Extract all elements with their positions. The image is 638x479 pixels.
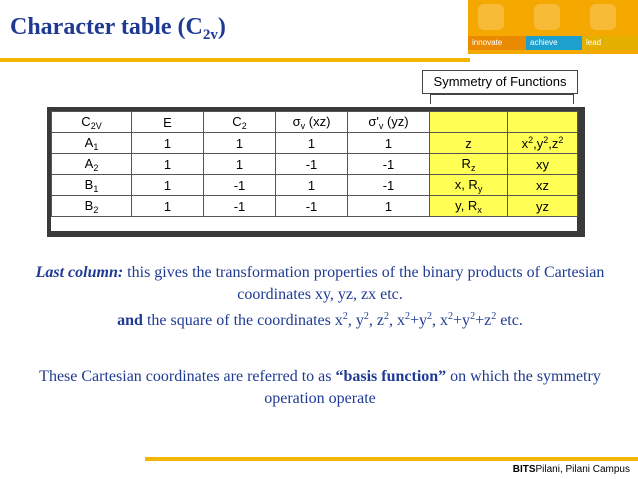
linear-function-cell: z <box>430 133 508 154</box>
banner-lead: lead <box>582 36 638 50</box>
character-cell: 1 <box>276 175 348 196</box>
character-cell: 1 <box>132 133 204 154</box>
puzzle-shape <box>478 4 504 30</box>
header-c2: $C_2$ <box>204 112 276 133</box>
linear-function-cell: x, $R_y$ <box>430 175 508 196</box>
table-header-row <box>52 112 578 133</box>
header-e: E <box>132 112 204 133</box>
banner-innovate: innovate <box>468 36 526 50</box>
title-subscript: 2v <box>202 27 218 43</box>
quadratic-function-cell: $x^2,y^2,z^2$ <box>508 133 578 154</box>
last-column-lead: Last column: <box>35 264 124 281</box>
irrep-cell: $A_2$ <box>52 154 132 175</box>
character-cell: 1 <box>132 154 204 175</box>
symmetry-of-functions-label: Symmetry of Functions <box>422 70 578 94</box>
footer-campus: BITSPilani, Pilani Campus <box>512 464 630 475</box>
irrep-cell: $B_1$ <box>52 175 132 196</box>
table-row <box>52 196 578 217</box>
header-sigma-v-xz: $\sigma_v$ (xz) <box>276 112 348 133</box>
title-underline <box>0 58 470 62</box>
character-cell: -1 <box>348 175 430 196</box>
and-word: and <box>117 312 143 329</box>
last-column-text: this gives the transformation properties of the binary products of Cartesian coordinates xy, yz, zx etc. <box>123 264 605 303</box>
character-cell: -1 <box>276 196 348 217</box>
character-cell: 1 <box>204 154 276 175</box>
symmetry-bracket <box>430 94 574 104</box>
header-point-group: $C_{2V}$ <box>52 112 132 133</box>
table-row <box>52 133 578 154</box>
character-cell: -1 <box>276 154 348 175</box>
title-prefix: Character table (C <box>10 14 203 40</box>
character-cell: 1 <box>132 196 204 217</box>
table-row <box>52 175 578 196</box>
puzzle-shape <box>534 4 560 30</box>
character-cell: -1 <box>204 196 276 217</box>
irrep-cell: $B_2$ <box>52 196 132 217</box>
title-suffix: ) <box>217 14 226 40</box>
banner-achieve: achieve <box>526 36 582 50</box>
header-linear <box>430 112 508 133</box>
table-row <box>52 154 578 175</box>
quadratic-function-cell: xz <box>508 175 578 196</box>
irrep-cell: $A_1$ <box>52 133 132 154</box>
character-cell: -1 <box>204 175 276 196</box>
quadratic-function-cell: yz <box>508 196 578 217</box>
last-column-paragraph: Last column: this gives the transformation properties of the binary products of Cartesian coordinates xy, yz, zx etc. and the square of the coordinates $x^2$, $y^2$, $z^2$, $x^2+y^2$, $x^2+y^2+z^2$ etc. <box>35 264 605 329</box>
character-cell: 1 <box>276 133 348 154</box>
quadratic-function-cell: xy <box>508 154 578 175</box>
character-cell: 1 <box>348 196 430 217</box>
puzzle-shape <box>590 4 616 30</box>
character-table <box>51 111 578 217</box>
basis-function-paragraph: These Cartesian coordinates are referred to as “basis function” on which the symmetry operation operate <box>39 368 601 407</box>
basis-function-term: “basis function” <box>335 368 447 385</box>
linear-function-cell: y, $R_x$ <box>430 196 508 217</box>
character-cell: 1 <box>348 133 430 154</box>
character-cell: -1 <box>348 154 430 175</box>
slide-title <box>10 14 226 44</box>
header-sigma-v-yz: $\sigma'_v$ (yz) <box>348 112 430 133</box>
bits-banner <box>468 0 638 54</box>
footer-rule <box>145 457 638 461</box>
character-cell: 1 <box>204 133 276 154</box>
character-cell: 1 <box>132 175 204 196</box>
header-quadratic <box>508 112 578 133</box>
linear-function-cell: $R_z$ <box>430 154 508 175</box>
